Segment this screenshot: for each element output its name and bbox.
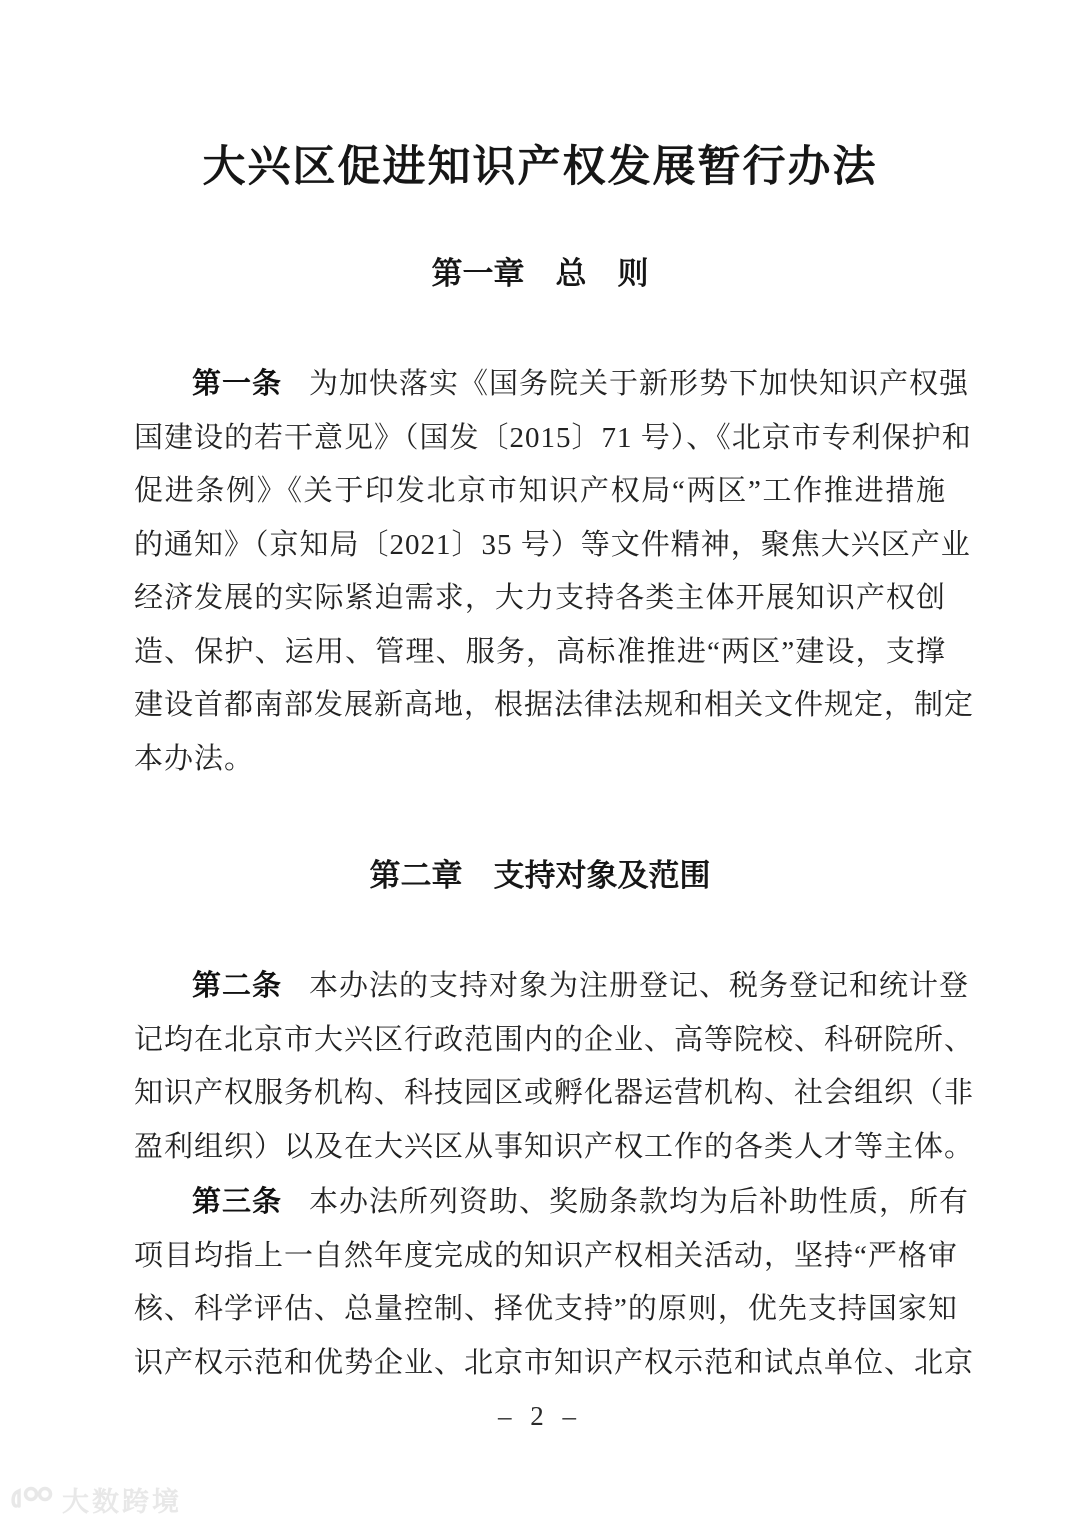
- article-3: [134, 1176, 975, 1390]
- article-1-line-2: 国建设的若干意见》（国发〔2015〕71 号）、《北京市专利保护和: [134, 421, 972, 454]
- article-3-line-2: 项目均指上一自然年度完成的知识产权相关活动，坚持“严格审: [134, 1239, 958, 1272]
- article-2-number: 第二条: [192, 970, 283, 1002]
- article-2-line-1: [134, 960, 970, 1014]
- article-2-line-3: 知识产权服务机构、科技园区或孵化器运营机构、社会组织（非: [134, 1077, 975, 1109]
- brand-logo-icon: [10, 1482, 54, 1517]
- page-number: – 2 –: [498, 1401, 582, 1431]
- article-2-line-1-text: 本办法的支持对象为注册登记、税务登记和统计登: [309, 970, 970, 1002]
- article-3-line-3: 核、科学评估、总量控制、择优支持”的原则，优先支持国家知: [134, 1293, 958, 1325]
- document-title: 大兴区促进知识产权发展暂行办法: [202, 143, 878, 191]
- article-1-line-1: [134, 358, 970, 412]
- article-2-line-2: 记均在北京市大兴区行政范围内的企业、高等院校、科研院所、: [134, 1023, 975, 1056]
- article-1-line-4: 的通知》（京知局〔2021〕35 号）等文件精神，聚焦大兴区产业: [134, 528, 971, 561]
- article-1: [134, 358, 975, 786]
- chapter-2-heading: 第二章 支持对象及范围: [369, 858, 711, 893]
- article-3-line-1: [134, 1176, 970, 1230]
- article-2: [134, 960, 975, 1174]
- article-3-line-4: 识产权示范和优势企业、北京市知识产权示范和试点单位、北京: [134, 1346, 975, 1379]
- article-3-number: 第三条: [192, 1186, 283, 1218]
- watermark-text: 大数跨境: [62, 1487, 182, 1517]
- article-1-line-1-text: 为加快落实《国务院关于新形势下加快知识产权强: [309, 368, 970, 400]
- chapter-1-heading: 第一章 总 则: [431, 256, 649, 291]
- article-1-line-8: 本办法。: [134, 742, 255, 775]
- article-1-number: 第一条: [192, 368, 283, 400]
- article-1-line-5: 经济发展的实际紧迫需求，大力支持各类主体开展知识产权创: [134, 582, 946, 614]
- article-2-line-4: 盈利组织）以及在大兴区从事知识产权工作的各类人才等主体。: [134, 1130, 975, 1163]
- article-1-line-6: 造、保护、运用、管理、服务，高标准推进“两区”建设，支撑: [134, 635, 946, 668]
- document-content: [134, 0, 975, 1434]
- article-1-line-7: 建设首都南部发展新高地，根据法律法规和相关文件规定，制定: [134, 689, 975, 721]
- article-1-line-3: 促进条例》《关于印发北京市知识产权局“两区”工作推进措施: [134, 475, 946, 507]
- watermark: [10, 1480, 182, 1519]
- article-3-line-1-text: 本办法所列资助、奖励条款均为后补助性质，所有: [309, 1186, 970, 1218]
